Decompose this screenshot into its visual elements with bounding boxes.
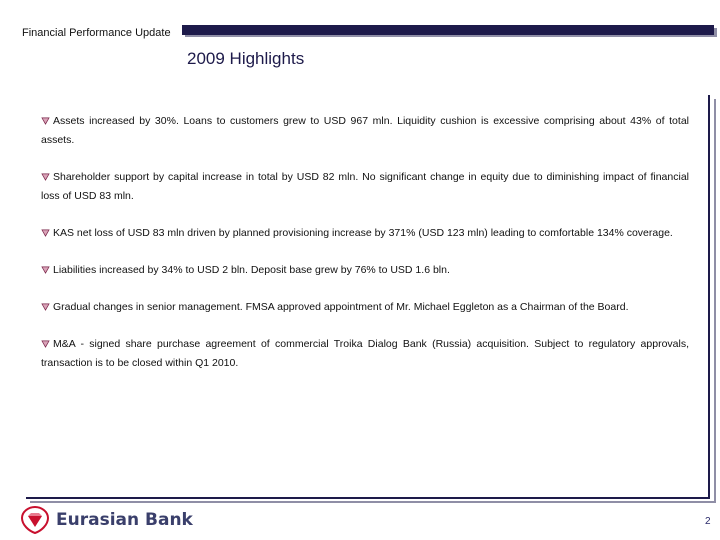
bullet-item	[41, 112, 689, 150]
bullet-text: Gradual changes in senior management. FMSA approved appointment of Mr. Michael Eggleton as a Chairman of the Board.	[53, 301, 629, 313]
company-logo	[20, 505, 193, 535]
diamond-bullet-icon	[41, 303, 50, 311]
title-bar	[182, 25, 714, 35]
bullet-text: Liabilities increased by 34% to USD 2 bln. Deposit base grew by 76% to USD 1.6 bln.	[53, 264, 450, 276]
bullet-text: M&A - signed share purchase agreement of commercial Troika Dialog Bank (Russia) acquisition. Subject to regulatory approvals, transaction is to be closed within Q1 2010.	[41, 338, 689, 369]
diamond-bullet-icon	[41, 173, 50, 181]
bullet-text: Shareholder support by capital increase in total by USD 82 mln. No significant change in equity due to diminishing impact of financial loss of USD 83 mln.	[41, 171, 689, 202]
bullet-text: KAS net loss of USD 83 mln driven by planned provisioning increase by 371% (USD 123 mln) leading to comfortable 134% coverage.	[53, 227, 673, 239]
diamond-bullet-icon	[41, 229, 50, 237]
bullet-item	[41, 335, 689, 373]
bullet-item	[41, 261, 689, 280]
bullet-text: Assets increased by 30%. Loans to customers grew to USD 967 mln. Liquidity cushion is excessive comprising about 43% of total assets.	[41, 115, 689, 146]
diamond-bullet-icon	[41, 266, 50, 274]
eurasian-bank-logo-icon	[20, 505, 50, 535]
bullet-item	[41, 224, 689, 243]
page-number: 2	[705, 516, 711, 527]
section-label: Financial Performance Update	[22, 27, 171, 39]
logo-text: Eurasian Bank	[56, 510, 193, 530]
bullet-item	[41, 298, 689, 317]
slide-title: 2009 Highlights	[187, 49, 305, 68]
diamond-bullet-icon	[41, 117, 50, 125]
highlights-list	[41, 112, 689, 391]
bullet-item	[41, 168, 689, 206]
diamond-bullet-icon	[41, 340, 50, 348]
